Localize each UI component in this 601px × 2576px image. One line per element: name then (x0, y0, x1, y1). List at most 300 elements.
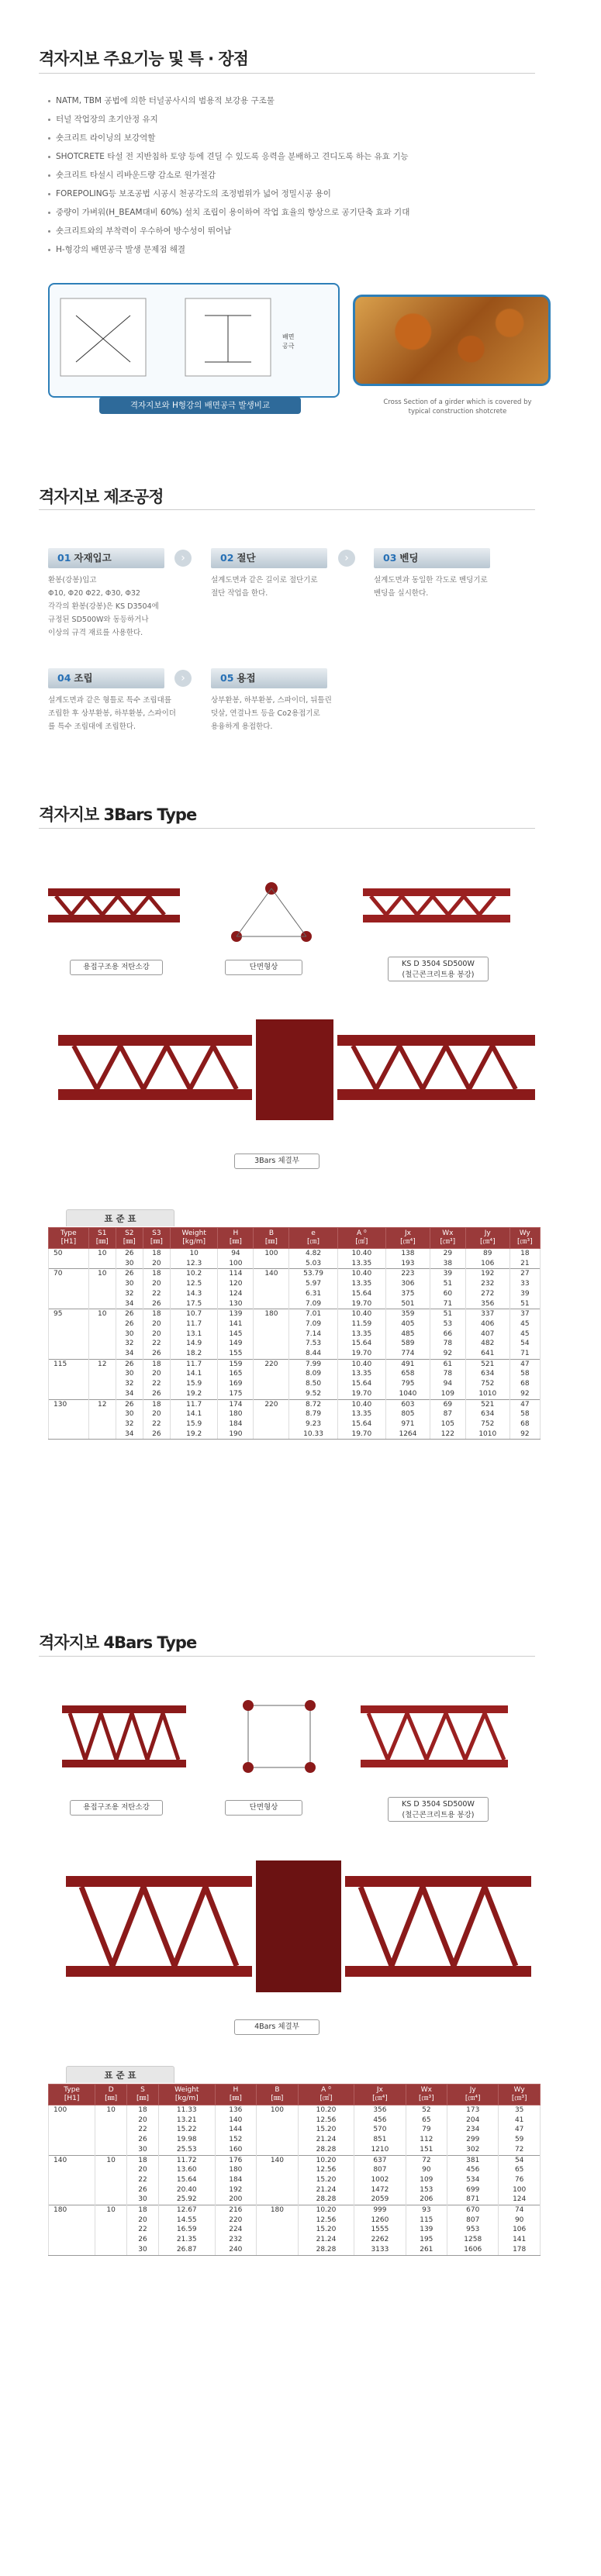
table-cell: 87 (430, 1409, 465, 1419)
table-cell: 8.50 (289, 1379, 337, 1389)
table-cell: 34 (116, 1299, 143, 1309)
table-cell: 18 (127, 2155, 159, 2165)
table-cell: 30 (127, 2145, 159, 2155)
table-cell: 19.98 (158, 2135, 215, 2145)
table-cell: 5.97 (289, 1279, 337, 1289)
table-cell: 190 (218, 1429, 254, 1440)
table-cell (257, 2195, 299, 2205)
table-cell: 27 (509, 1269, 540, 1279)
column-header: Wx [㎝³] (430, 1228, 465, 1249)
table-cell: 406 (465, 1319, 509, 1329)
table-cell: 39 (430, 1269, 465, 1279)
table-cell: 20 (143, 1279, 170, 1289)
table-cell: 15.9 (170, 1419, 218, 1429)
table-cell: 13.35 (337, 1369, 385, 1379)
table-cell: 15.20 (298, 2175, 354, 2185)
table-cell: 18 (509, 1249, 540, 1259)
table-cell (88, 1299, 116, 1309)
table-cell: 26 (143, 1349, 170, 1359)
table-cell: 1264 (386, 1429, 430, 1440)
table-cell: 14.1 (170, 1409, 218, 1419)
table-cell: 30 (116, 1279, 143, 1289)
table-cell: 851 (354, 2135, 406, 2145)
column-header: Wy [㎝³] (499, 2085, 541, 2105)
table-cell: 100 (254, 1249, 289, 1259)
table-row (49, 1369, 541, 1379)
table-cell: 180 (49, 2205, 95, 2216)
table-cell (49, 1289, 89, 1299)
table-cell (95, 2135, 127, 2145)
table-cell: 70 (49, 1269, 89, 1279)
table-cell: 53 (430, 1319, 465, 1329)
table-cell: 28.28 (298, 2245, 354, 2255)
table-row (49, 2225, 541, 2235)
table-cell: 14.9 (170, 1339, 218, 1349)
table-cell: 130 (218, 1299, 254, 1309)
table-cell: 1210 (354, 2145, 406, 2155)
table-cell: 100 (49, 2105, 95, 2116)
table-cell: 30 (116, 1409, 143, 1419)
table-cell: 232 (465, 1279, 509, 1289)
table-cell: 18 (143, 1309, 170, 1319)
table-cell: 501 (386, 1299, 430, 1309)
table-cell: 33 (509, 1279, 540, 1289)
table-cell: 807 (354, 2165, 406, 2175)
table-cell: 30 (127, 2245, 159, 2255)
table-cell: 66 (430, 1329, 465, 1340)
table-cell: 20 (143, 1369, 170, 1379)
table-cell: 9.52 (289, 1389, 337, 1399)
table-cell: 15.20 (298, 2225, 354, 2235)
table-cell: 224 (215, 2225, 257, 2235)
table-cell (88, 1349, 116, 1359)
table-cell (95, 2235, 127, 2245)
caption-4bars-joint: 4Bars 체결부 (234, 2019, 319, 2035)
table-cell (254, 1299, 289, 1309)
column-header: B [㎜] (254, 1228, 289, 1249)
column-header: A ⁰ [㎠] (337, 1228, 385, 1249)
column-header: A ⁰ [㎠] (298, 2085, 354, 2105)
table-cell: 10.40 (337, 1249, 385, 1259)
table-cell (88, 1259, 116, 1269)
table-cell: 482 (465, 1339, 509, 1349)
section-title-features: 격자지보 주요기능 및 특 · 장점 (39, 50, 248, 68)
photo-caption: Cross Section of a girder which is covered by typical construction shotcrete (383, 398, 532, 416)
table-cell: 699 (447, 2185, 499, 2195)
table-cell: 603 (386, 1399, 430, 1409)
table-cell: 971 (386, 1419, 430, 1429)
table-cell (88, 1419, 116, 1429)
caption-rebar: KS D 3504 SD500W (철근콘크리트용 봉강) (388, 1797, 489, 1822)
table-cell: 337 (465, 1309, 509, 1319)
table-cell (254, 1389, 289, 1399)
table-cell: 20.40 (158, 2185, 215, 2195)
table-cell (49, 2235, 95, 2245)
table-cell: 20 (143, 1259, 170, 1269)
table-cell (254, 1319, 289, 1329)
column-header: H [㎜] (215, 2085, 257, 2105)
step-01-header: 01 자재입고 (48, 548, 164, 568)
table-cell: 407 (465, 1329, 509, 1340)
table-cell: 72 (406, 2155, 447, 2165)
table-cell (95, 2165, 127, 2175)
table-cell: 29 (430, 1249, 465, 1259)
table-cell (49, 1419, 89, 1429)
chevron-right-icon: › (174, 550, 192, 567)
table-cell (49, 2195, 95, 2205)
table-cell: 261 (406, 2245, 447, 2255)
table-cell: 139 (218, 1309, 254, 1319)
table-row (49, 1319, 541, 1329)
step-02-header: 02 절단 (211, 548, 327, 568)
table-cell (49, 1429, 89, 1440)
table-cell: 37 (509, 1309, 540, 1319)
table-cell (254, 1429, 289, 1440)
table-cell: 18 (127, 2105, 159, 2116)
table-cell (257, 2235, 299, 2245)
table-cell: 79 (406, 2125, 447, 2135)
column-header: S1 [㎜] (88, 1228, 116, 1249)
table-cell: 20 (127, 2165, 159, 2175)
table-cell: 92 (430, 1349, 465, 1359)
table-cell: 106 (499, 2225, 541, 2235)
table-cell: 68 (509, 1379, 540, 1389)
table-cell: 356 (465, 1299, 509, 1309)
table-cell: 7.01 (289, 1309, 337, 1319)
step-04-text: 설계도면과 같은 형틀로 특수 조립대를 조립한 후 상부환봉, 하부환봉, 스파이더 를 특수 조립대에 조립한다. (48, 696, 176, 731)
table-cell: 114 (218, 1269, 254, 1279)
table-cell: 112 (406, 2135, 447, 2145)
table-cell: 15.64 (158, 2175, 215, 2185)
table-cell: 299 (447, 2135, 499, 2145)
column-header: Jy [㎝⁴] (447, 2085, 499, 2105)
caption-material: 용접구조용 저탄소강 (70, 960, 163, 975)
table-cell: 141 (218, 1319, 254, 1329)
table-cell: 26 (116, 1309, 143, 1319)
table-cell: 100 (218, 1259, 254, 1269)
table-cell: 90 (406, 2165, 447, 2175)
table-cell: 12.3 (170, 1259, 218, 1269)
table-cell: 138 (386, 1249, 430, 1259)
table-cell: 658 (386, 1369, 430, 1379)
table-row (49, 1359, 541, 1369)
table-cell: 13.1 (170, 1329, 218, 1340)
table-cell: 21.24 (298, 2135, 354, 2145)
table-cell: 47 (499, 2125, 541, 2135)
table-cell (49, 2216, 95, 2226)
table-cell (95, 2185, 127, 2195)
table-cell: 109 (406, 2175, 447, 2185)
table-cell: 58 (509, 1369, 540, 1379)
table-cell: 26 (116, 1319, 143, 1329)
table-cell: 78 (430, 1369, 465, 1379)
table-cell: 8.09 (289, 1369, 337, 1379)
table-cell: 65 (406, 2116, 447, 2126)
table-cell: 60 (430, 1289, 465, 1299)
table-cell: 19.2 (170, 1429, 218, 1440)
table-cell (88, 1319, 116, 1329)
table-cell (49, 1339, 89, 1349)
column-header: Wy [㎝³] (509, 1228, 540, 1249)
table-cell: 26 (116, 1249, 143, 1259)
table-row (49, 1349, 541, 1359)
column-header: H [㎜] (218, 1228, 254, 1249)
column-header: Type [H1] (49, 2085, 95, 2105)
table-cell: 39 (509, 1289, 540, 1299)
table-cell: 20 (143, 1409, 170, 1419)
table-cell: 26.87 (158, 2245, 215, 2255)
table-cell: 130 (49, 1399, 89, 1409)
table-cell: 30 (116, 1369, 143, 1379)
table-cell (49, 1389, 89, 1399)
table-cell: 21 (509, 1259, 540, 1269)
table-row (49, 1379, 541, 1389)
table-cell: 89 (465, 1249, 509, 1259)
table-cell: 140 (215, 2116, 257, 2126)
table-cell: 405 (386, 1319, 430, 1329)
table-cell: 1555 (354, 2225, 406, 2235)
table-cell: 22 (127, 2225, 159, 2235)
table-cell (49, 2245, 95, 2255)
table-cell (257, 2225, 299, 2235)
table-cell (257, 2125, 299, 2135)
table-cell (49, 2175, 95, 2185)
table-cell: 12.56 (298, 2116, 354, 2126)
table-row (49, 2105, 541, 2116)
table-cell: 22 (143, 1289, 170, 1299)
table-cell: 34 (116, 1389, 143, 1399)
table-cell (95, 2225, 127, 2235)
table-cell (49, 1319, 89, 1329)
table-cell: 670 (447, 2205, 499, 2216)
table-cell (257, 2245, 299, 2255)
table-cell: 10 (95, 2155, 127, 2165)
table-cell: 149 (218, 1339, 254, 1349)
table-cell: 589 (386, 1339, 430, 1349)
table-cell: 220 (254, 1399, 289, 1409)
table-cell: 5.03 (289, 1259, 337, 1269)
table-cell: 200 (215, 2195, 257, 2205)
table-cell: 51 (509, 1299, 540, 1309)
step-05-header: 05 용접 (211, 668, 327, 688)
table-cell: 59 (499, 2135, 541, 2145)
table-cell: 32 (116, 1419, 143, 1429)
table-cell: 807 (447, 2216, 499, 2226)
table-cell: 28.28 (298, 2195, 354, 2205)
table-cell: 7.53 (289, 1339, 337, 1349)
table-cell: 159 (218, 1359, 254, 1369)
table-row (49, 1299, 541, 1309)
table-cell: 1010 (465, 1429, 509, 1440)
table-cell: 20 (127, 2116, 159, 2126)
table-cell: 8.72 (289, 1399, 337, 1409)
table-row (49, 1329, 541, 1340)
table-cell (254, 1379, 289, 1389)
table-cell: 10.7 (170, 1309, 218, 1319)
feature-bullet: 터널 작업장의 초기안정 유지 (48, 110, 529, 129)
table-cell: 54 (499, 2155, 541, 2165)
column-header: S3 [㎜] (143, 1228, 170, 1249)
table-row (49, 2175, 541, 2185)
caption-material: 용접구조용 저탄소강 (70, 1800, 163, 1816)
table-cell: 1472 (354, 2185, 406, 2195)
table-row (49, 1289, 541, 1299)
table-cell: 144 (215, 2125, 257, 2135)
table-cell: 184 (215, 2175, 257, 2185)
table-cell: 805 (386, 1409, 430, 1419)
table-cell: 26 (127, 2235, 159, 2245)
feature-bullet: NATM, TBM 공법에 의한 터널공사시의 범용적 보강용 구조물 (48, 91, 529, 110)
table-cell: 10.2 (170, 1269, 218, 1279)
table-cell (49, 1279, 89, 1289)
table-cell (254, 1279, 289, 1289)
table-cell: 192 (215, 2185, 257, 2195)
table-cell: 2059 (354, 2195, 406, 2205)
table-cell: 21.24 (298, 2235, 354, 2245)
table-cell (95, 2175, 127, 2185)
table-cell: 145 (218, 1329, 254, 1340)
table-cell: 570 (354, 2125, 406, 2135)
table-cell: 18 (143, 1249, 170, 1259)
table-cell: 115 (406, 2216, 447, 2226)
table-cell: 7.09 (289, 1319, 337, 1329)
table-cell: 175 (218, 1389, 254, 1399)
table-cell: 6.31 (289, 1289, 337, 1299)
table-cell: 1606 (447, 2245, 499, 2255)
table-cell: 752 (465, 1419, 509, 1429)
table-cell: 92 (509, 1389, 540, 1399)
table-cell: 216 (215, 2205, 257, 2216)
table-row (49, 2195, 541, 2205)
column-header: B [㎜] (257, 2085, 299, 2105)
section-title-4bars: 격자지보 4Bars Type (39, 1633, 197, 1652)
table-cell (257, 2216, 299, 2226)
table-cell (88, 1409, 116, 1419)
table-cell: 61 (430, 1359, 465, 1369)
caption-rebar: KS D 3504 SD500W (철근콘크리트용 봉강) (388, 957, 489, 981)
table-cell: 38 (430, 1259, 465, 1269)
table-cell: 13.35 (337, 1329, 385, 1340)
table-cell: 28.28 (298, 2145, 354, 2155)
table-cell: 302 (447, 2145, 499, 2155)
table-row (49, 2235, 541, 2245)
table-cell: 34 (116, 1349, 143, 1359)
table-cell: 153 (406, 2185, 447, 2195)
table-cell (88, 1329, 116, 1340)
table-cell: 7.09 (289, 1299, 337, 1309)
table-cell: 26 (116, 1359, 143, 1369)
table-cell (254, 1329, 289, 1340)
table-cell: 11.72 (158, 2155, 215, 2165)
table-cell: 26 (143, 1389, 170, 1399)
table-cell: 160 (215, 2145, 257, 2155)
table-cell: 240 (215, 2245, 257, 2255)
table-cell (95, 2125, 127, 2135)
table-cell: 521 (465, 1359, 509, 1369)
table-cell: 140 (49, 2155, 95, 2165)
table-cell (49, 2185, 95, 2195)
table-row (49, 2145, 541, 2155)
table-row (49, 1269, 541, 1279)
table-cell: 169 (218, 1379, 254, 1389)
table-cell (257, 2165, 299, 2175)
table-cell: 72 (499, 2145, 541, 2155)
table-cell: 10.40 (337, 1359, 385, 1369)
table-cell: 223 (386, 1269, 430, 1279)
table-row (49, 1429, 541, 1440)
table-cell: 140 (257, 2155, 299, 2165)
table-cell (254, 1349, 289, 1359)
table-cell: 124 (218, 1289, 254, 1299)
table-cell: 10 (95, 2205, 127, 2216)
table-cell: 11.7 (170, 1359, 218, 1369)
table-cell: 15.9 (170, 1379, 218, 1389)
table-cell (88, 1279, 116, 1289)
table-cell: 93 (406, 2205, 447, 2216)
table-cell: 22 (127, 2175, 159, 2185)
chevron-right-icon: › (174, 670, 192, 687)
section-divider (39, 828, 535, 829)
comparison-caption: 격자지보와 H형강의 배면공극 발생비교 (99, 397, 301, 414)
table-cell: 71 (509, 1349, 540, 1359)
table-cell: 18 (143, 1399, 170, 1409)
table-cell: 10.20 (298, 2105, 354, 2116)
table-cell (49, 2165, 95, 2175)
table-cell: 381 (447, 2155, 499, 2165)
table-cell: 65 (499, 2165, 541, 2175)
table-cell: 15.64 (337, 1379, 385, 1389)
table-cell: 10 (88, 1249, 116, 1259)
3bars-girder-image (48, 882, 180, 929)
table-cell: 22 (143, 1379, 170, 1389)
table-cell: 12.56 (298, 2216, 354, 2226)
table-cell: 68 (509, 1419, 540, 1429)
table-row (49, 2116, 541, 2126)
section-title-3bars: 격자지보 3Bars Type (39, 805, 197, 824)
table-cell: 100 (499, 2185, 541, 2195)
table-cell: 13.21 (158, 2116, 215, 2126)
table-cell: 491 (386, 1359, 430, 1369)
column-header: S [㎜] (127, 2085, 159, 2105)
table-cell: 180 (218, 1409, 254, 1419)
table-cell: 141 (499, 2235, 541, 2245)
table-cell: 106 (465, 1259, 509, 1269)
table-cell: 953 (447, 2225, 499, 2235)
table-row (49, 1389, 541, 1399)
table-cell: 139 (406, 2225, 447, 2235)
column-header: D [㎜] (95, 2085, 127, 2105)
table-cell: 180 (254, 1309, 289, 1319)
4bars-spec-table (48, 2084, 541, 2256)
table-row (49, 2185, 541, 2195)
comparison-diagram (48, 283, 340, 398)
table-cell: 180 (257, 2205, 299, 2216)
table-cell: 10.33 (289, 1429, 337, 1440)
table-cell: 795 (386, 1379, 430, 1389)
table-cell: 51 (430, 1309, 465, 1319)
table-cell: 634 (465, 1409, 509, 1419)
feature-bullet: 숏크리트와의 부착력이 우수하여 방수성이 뛰어남 (48, 222, 529, 240)
table-row (49, 2205, 541, 2216)
table-cell: 26 (143, 1429, 170, 1440)
table-cell: 53.79 (289, 1269, 337, 1279)
table-cell: 122 (430, 1429, 465, 1440)
table-cell: 20 (143, 1329, 170, 1340)
table-cell: 774 (386, 1349, 430, 1359)
feature-bullet: FOREPOLING등 보조공법 시공시 천공각도의 조정범위가 넓어 정밀시공 용이 (48, 184, 529, 203)
table-cell: 10.20 (298, 2155, 354, 2165)
table-cell: 192 (465, 1269, 509, 1279)
